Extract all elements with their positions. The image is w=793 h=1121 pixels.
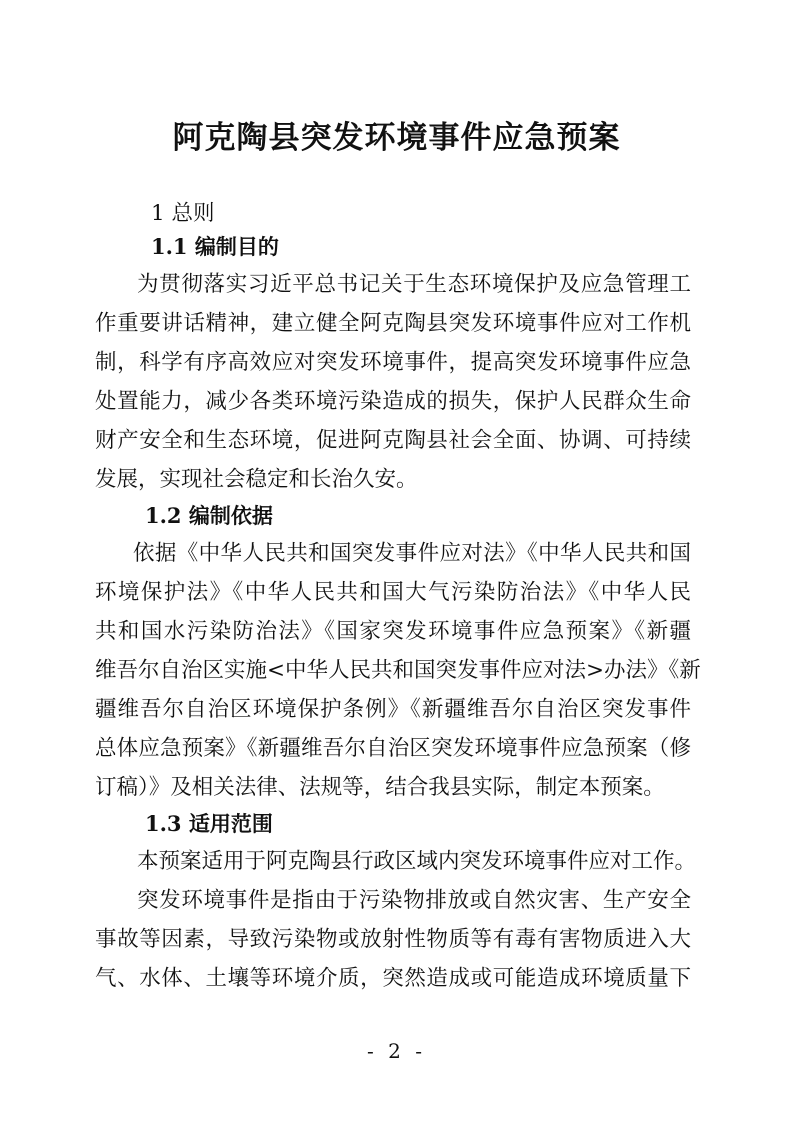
paragraph-line: 突发环境事件是指由于污染物排放或自然灾害、生产安全 [137,888,691,913]
paragraph-line: 本预案适用于阿克陶县行政区域内突发环境事件应对工作。 [137,849,697,874]
paragraph-line: 作重要讲话精神，建立健全阿克陶县突发环境事件应对工作机 [95,311,691,336]
heading-general: 1 总则 [151,201,215,226]
document-title: 阿克陶县突发环境事件应急预案 [172,120,621,156]
paragraph-line: 共和国水污染防治法》《国家突发环境事件应急预案》《新疆 [95,619,691,644]
paragraph-line: 制，科学有序高效应对突发环境事件，提高突发环境事件应急 [95,350,691,375]
paragraph-line: 总体应急预案》《新疆维吾尔自治区突发环境事件应急预案（修 [95,736,691,761]
paragraph-line: 环境保护法》《中华人民共和国大气污染防治法》《中华人民 [95,580,691,605]
heading-1-1: 1.1 编制目的 [151,234,279,259]
paragraph-line: 依据《中华人民共和国突发事件应对法》《中华人民共和国 [133,541,691,566]
paragraph-line: 处置能力，减少各类环境污染造成的损失，保护人民群众生命 [95,389,691,414]
paragraph-line: 维吾尔自治区实施<中华人民共和国突发事件应对法>办法》《新 [95,658,701,683]
paragraph-line: 财产安全和生态环境，促进阿克陶县社会全面、协调、可持续 [95,428,691,453]
heading-1-2: 1.2 编制依据 [145,503,273,528]
paragraph-line: 气、水体、土壤等环境介质，突然造成或可能造成环境质量下 [95,966,691,991]
paragraph-line: 为贯彻落实习近平总书记关于生态环境保护及应急管理工 [137,272,691,297]
paragraph-line: 事故等因素，导致污染物或放射性物质等有毒有害物质进入大 [95,927,691,952]
paragraph-line: 疆维吾尔自治区环境保护条例》《新疆维吾尔自治区突发事件 [95,697,691,722]
paragraph-line: 发展，实现社会稳定和长治久安。 [95,467,418,492]
paragraph-line: 订稿）》及相关法律、法规等，结合我县实际，制定本预案。 [95,775,665,800]
heading-1-3: 1.3 适用范围 [145,811,273,836]
page-number: - 2 - [367,1039,426,1063]
